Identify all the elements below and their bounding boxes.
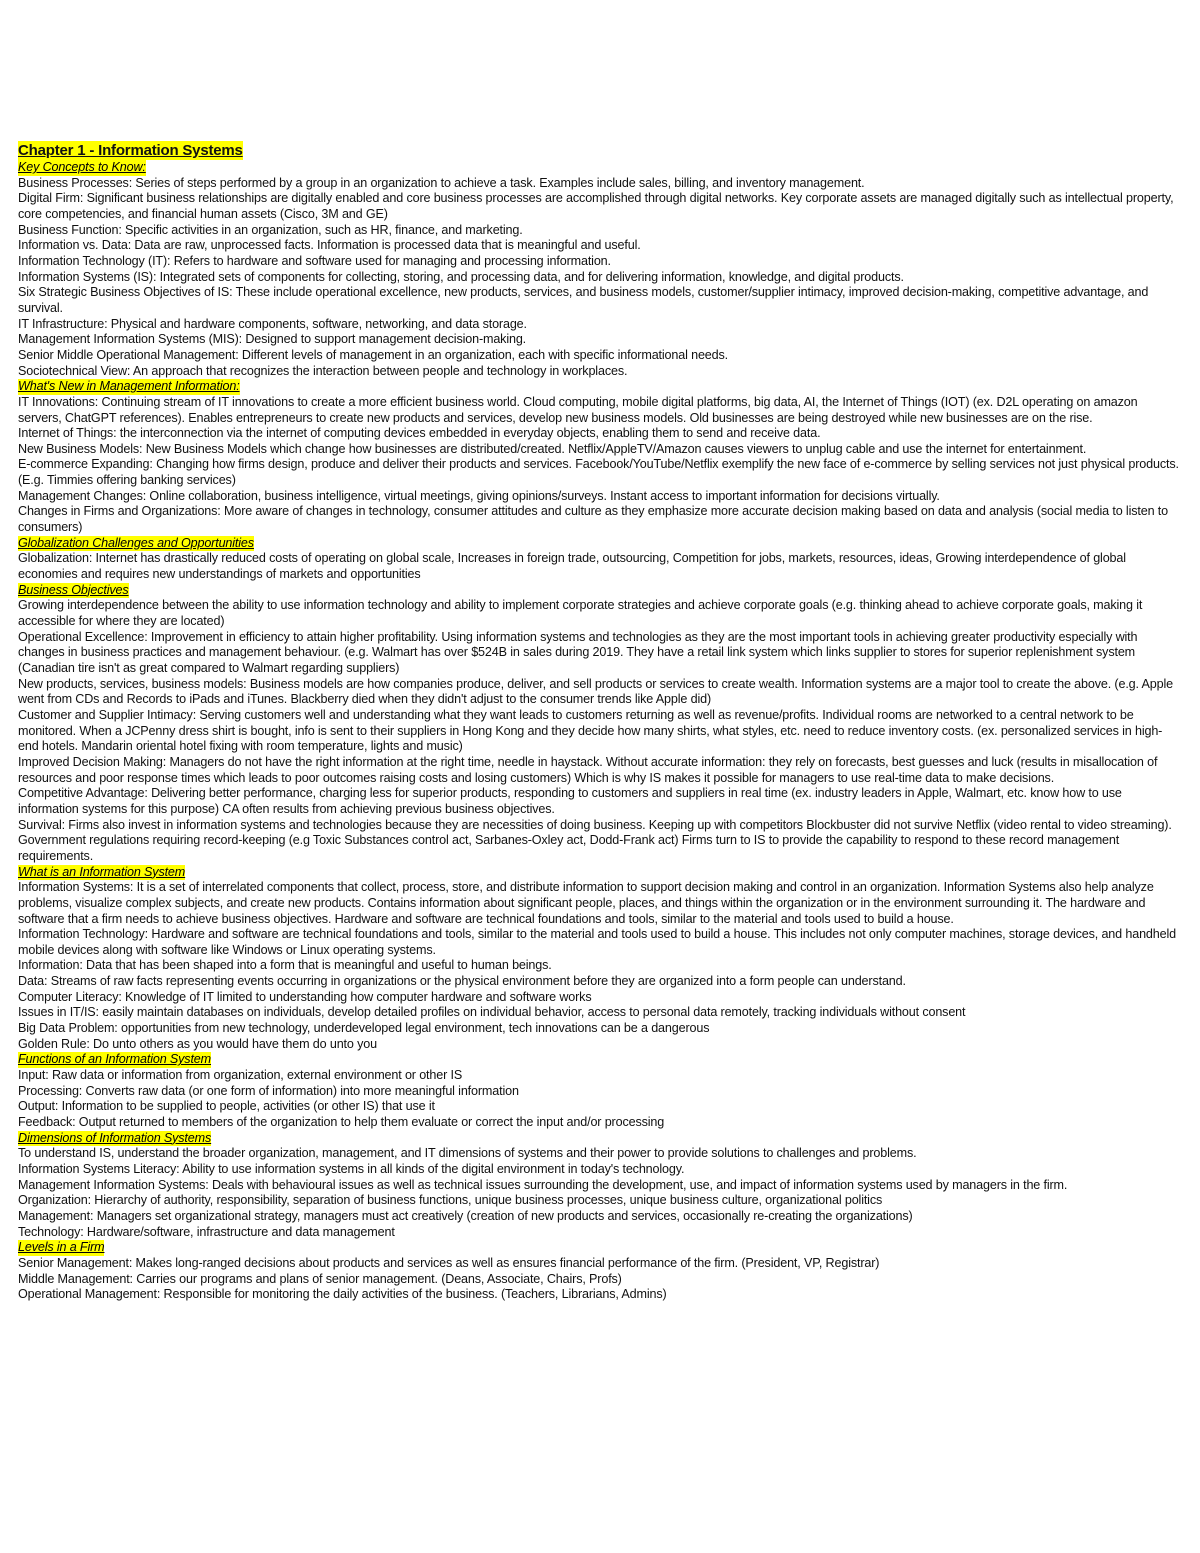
section-block xyxy=(18,160,1182,379)
paragraph-line: Information Systems: It is a set of interrelated components that collect, process, store, and distribute information to support decision making and control in an organization. Information Systems also help analyze problems, visualize complex subjects, and create new products. Contains information about significant people, places, and things within the organization or in the environment surrounding it. The hardware and software that a firm needs to achieve business objectives. Hardware and software are technical foundations and tools, similar to the material and tools used to build a house. xyxy=(18,880,1154,926)
section-block xyxy=(18,536,1182,583)
paragraph-line: New Business Models: New Business Models which change how businesses are distributed/created. Netflix/AppleTV/Amazon causes viewers to unplug cable and use the internet for entertainment. xyxy=(18,441,1087,456)
section-heading-line xyxy=(18,1131,1182,1147)
section-heading: What is an Information System xyxy=(18,864,186,879)
paragraph-line: Information Systems Literacy: Ability to use information systems in all kinds of the digital environment in today's technology. xyxy=(18,1162,685,1176)
paragraph-line: Senior Management: Makes long-ranged decisions about products and services as well as ensures financial performance of the firm. (President, VP, Registrar) xyxy=(18,1255,880,1270)
paragraph-line: Technology: Hardware/software, infrastructure and data management xyxy=(18,1224,395,1239)
paragraph-line: Processing: Converts raw data (or one form of information) into more meaningful information xyxy=(18,1083,519,1098)
paragraph-line: Golden Rule: Do unto others as you would have them do unto you xyxy=(18,1036,377,1051)
section-block xyxy=(18,1240,1182,1303)
section-heading-line xyxy=(18,536,1182,552)
paragraph-line: Growing interdependence between the ability to use information technology and ability to implement corporate strategies and achieve corporate goals (e.g. thinking ahead to achieve corporate goals, making it accessible for where they are located) xyxy=(18,598,1143,629)
section-heading-line xyxy=(18,1240,1182,1256)
section-heading: Business Objectives xyxy=(18,582,129,597)
paragraph-line: Feedback: Output returned to members of the organization to help them evaluate or correct the input and/or processing xyxy=(18,1115,665,1130)
paragraph-line: Data: Streams of raw facts representing events occurring in organizations or the physical environment before they are organized into a form people can understand. xyxy=(18,974,906,989)
paragraph-line: Information: Data that has been shaped into a form that is meaningful and useful to human beings. xyxy=(18,958,552,973)
sections-container xyxy=(18,160,1182,1303)
section-block xyxy=(18,583,1182,865)
paragraph-line: Competitive Advantage: Delivering better performance, charging less for superior products, responding to customers and suppliers in real time (ex. industry leaders in Apple, Walmart, etc. know how to use information systems for this purpose) CA often results from achieving previous business objectives. xyxy=(18,786,1122,816)
paragraph-line: Changes in Firms and Organizations: More aware of changes in technology, consumer attitudes and culture as they emphasize more accurate decision making based on data and analysis (social media to listen to consumers) xyxy=(18,504,1168,535)
paragraph-line: Issues in IT/IS: easily maintain databases on individuals, develop detailed profiles on individual behavior, access to personal data remotely, tracking individuals without consent xyxy=(18,1005,966,1020)
paragraph-line: Organization: Hierarchy of authority, responsibility, separation of business functions, unique business processes, unique business culture, organizational politics xyxy=(18,1193,883,1208)
paragraph-line: IT Infrastructure: Physical and hardware components, software, networking, and data storage. xyxy=(18,316,527,331)
paragraph-line: Operational Management: Responsible for monitoring the daily activities of the business. (Teachers, Librarians, Admins) xyxy=(18,1287,667,1302)
section-heading-line xyxy=(18,160,1182,176)
paragraph-line: Digital Firm: Significant business relationships are digitally enabled and core business processes are accomplished through digital networks. Key corporate assets are managed digitally such as intellectual property, core competencies, and financial human assets (Cisco, 3M and GE) xyxy=(18,191,1174,221)
section-heading-line xyxy=(18,1052,1182,1068)
paragraph-line: Business Processes: Series of steps performed by a group in an organization to achieve a task. Examples include sales, billing, and inventory management. xyxy=(18,175,865,190)
paragraph-line: Big Data Problem: opportunities from new technology, underdeveloped legal environment, tech innovations can be a dangerous xyxy=(18,1021,710,1036)
section-heading-line xyxy=(18,379,1182,395)
paragraph-line: Operational Excellence: Improvement in efficiency to attain higher profitability. Using information systems and technologies as they are the most important tools in achieving greater productivity especially with changes in business practices and management behaviour. (e.g. Walmart has over $524B in sales during 2019. They have a retail link system which links supplier to stores for superior replenishment system (Canadian tire isn't as great compared to Walmart regarding suppliers) xyxy=(18,629,1138,675)
section-heading: Key Concepts to Know: xyxy=(18,160,146,174)
paragraph-line: Information Technology (IT): Refers to hardware and software used for managing and processing information. xyxy=(18,253,611,268)
section-block xyxy=(18,1052,1182,1130)
paragraph-line: Government regulations requiring record-keeping (e.g Toxic Substances control act, Sarbanes-Oxley act, Dodd-Frank act) Firms turn to IS to provide the capability to respond to these record management requirements. xyxy=(18,833,1120,863)
paragraph-line: Information Technology: Hardware and software are technical foundations and tools, similar to the material and tools used to build a house. This includes not only computer machines, storage devices, and handheld mobile devices along with software like Windows or Linux operating systems. xyxy=(18,927,1176,957)
paragraph-line: Globalization: Internet has drastically reduced costs of operating on global scale, Increases in foreign trade, outsourcing, Competition for jobs, markets, resources, ideas, Growing interdependence of global economies and requires new understandings of markets and opportunities xyxy=(18,551,1126,582)
page-title: Chapter 1 - Information Systems xyxy=(18,142,243,159)
section-block xyxy=(18,865,1182,1053)
section-heading: What's New in Management Information: xyxy=(18,379,240,394)
paragraph-line: New products, services, business models: Business models are how companies produce, deliver, and sell products or services to create wealth. Information systems are a major tool to create the above. (e.g. Apple went from CDs and Records to iPads and iTunes. Blackberry died when they didn't adjust to the consumer trends like Apple did) xyxy=(18,676,1173,707)
paragraph-line: Management Changes: Online collaboration, business intelligence, virtual meetings, giving opinions/surveys. Instant access to important information for decisions virtually. xyxy=(18,488,940,503)
paragraph-line: Management Information Systems (MIS): Designed to support management decision-making. xyxy=(18,332,527,347)
paragraph-line: Sociotechnical View: An approach that recognizes the interaction between people and technology in workplaces. xyxy=(18,363,628,378)
section-block xyxy=(18,1131,1182,1241)
paragraph-line: Information vs. Data: Data are raw, unprocessed facts. Information is processed data that is meaningful and useful. xyxy=(18,238,641,253)
section-heading: Globalization Challenges and Opportunities xyxy=(18,535,254,550)
paragraph-line: Input: Raw data or information from organization, external environment or other IS xyxy=(18,1068,463,1083)
paragraph-line: Internet of Things: the interconnection via the internet of computing devices embedded in everyday objects, enabling them to send and receive data. xyxy=(18,426,821,441)
document-page xyxy=(18,141,1182,1303)
title-line xyxy=(18,141,1182,160)
section-heading: Dimensions of Information Systems xyxy=(18,1130,212,1145)
paragraph-line: Information Systems (IS): Integrated sets of components for collecting, storing, and processing data, and for delivering information, knowledge, and digital products. xyxy=(18,269,904,284)
section-heading: Levels in a Firm xyxy=(18,1240,105,1255)
paragraph-line: Output: Information to be supplied to people, activities (or other IS) that use it xyxy=(18,1099,435,1114)
paragraph-line: Senior Middle Operational Management: Different levels of management in an organization, each with specific informational needs. xyxy=(18,347,729,362)
paragraph-line: Survival: Firms also invest in information systems and technologies because they are necessities of doing business. Keeping up with competitors Blockbuster did not survive Netflix (video rental to video streaming). xyxy=(18,817,1172,832)
paragraph-line: Middle Management: Carries our programs and plans of senior management. (Deans, Associate, Chairs, Profs) xyxy=(18,1271,622,1286)
paragraph-line: To understand IS, understand the broader organization, management, and IT dimensions of systems and their power to provide solutions to challenges and problems. xyxy=(18,1146,917,1161)
paragraph-line: Computer Literacy: Knowledge of IT limited to understanding how computer hardware and software works xyxy=(18,989,592,1004)
section-heading: Functions of an Information System xyxy=(18,1052,211,1067)
paragraph-line: Customer and Supplier Intimacy: Serving customers well and understanding what they want leads to customers returning as well as revenue/profits. Individual rooms are networked to a central network to be monitored. When a JCPenny dress shirt is bought, info is sent to their suppliers in Hong Kong and they decide how many shirts, what styles, etc. need to reduce inventory costs. (ex. personalized services in high-end hotels. Mandarin oriental hotel fixing with room temperature, lights and music) xyxy=(18,707,1163,754)
paragraph-line: Management Information Systems: Deals with behavioural issues as well as technical issues surrounding the development, use, and impact of information systems used by managers in the firm. xyxy=(18,1177,1068,1192)
paragraph-line: Business Function: Specific activities in an organization, such as HR, finance, and marketing. xyxy=(18,222,523,237)
paragraph-line: Six Strategic Business Objectives of IS: These include operational excellence, new products, services, and business models, customer/supplier intimacy, improved decision-making, competitive advantage, and survival. xyxy=(18,285,1149,315)
section-heading-line xyxy=(18,865,1182,881)
paragraph-line: Improved Decision Making: Managers do not have the right information at the right time, needle in haystack. Without accurate information: they rely on forecasts, best guesses and luck (results in misallocation of resources and poor response times which leads to poor outcomes raising costs and losing customers) Which is why IS makes it possible for managers to use real-time data to make decisions. xyxy=(18,754,1158,785)
section-block xyxy=(18,379,1182,536)
paragraph-line: Management: Managers set organizational strategy, managers must act creatively (creation of new products and services, occasionally re-creating the organizations) xyxy=(18,1208,913,1223)
paragraph-line: E-commerce Expanding: Changing how firms design, produce and deliver their products and services. Facebook/YouTube/Netflix exemplify the new face of e-commerce by selling services not just physical products. (E.g. Timmies offering banking services) xyxy=(18,457,1179,488)
section-heading-line xyxy=(18,583,1182,599)
paragraph-line: IT Innovations: Continuing stream of IT innovations to create a more efficient business world. Cloud computing, mobile digital platforms, big data, AI, the Internet of Things (IOT) (ex. D2L operating on amazon servers, ChatGPT references). Enables entrepreneurs to create new products and services, develop new business models. Old businesses are being destroyed while new businesses are on the rise. xyxy=(18,394,1138,425)
